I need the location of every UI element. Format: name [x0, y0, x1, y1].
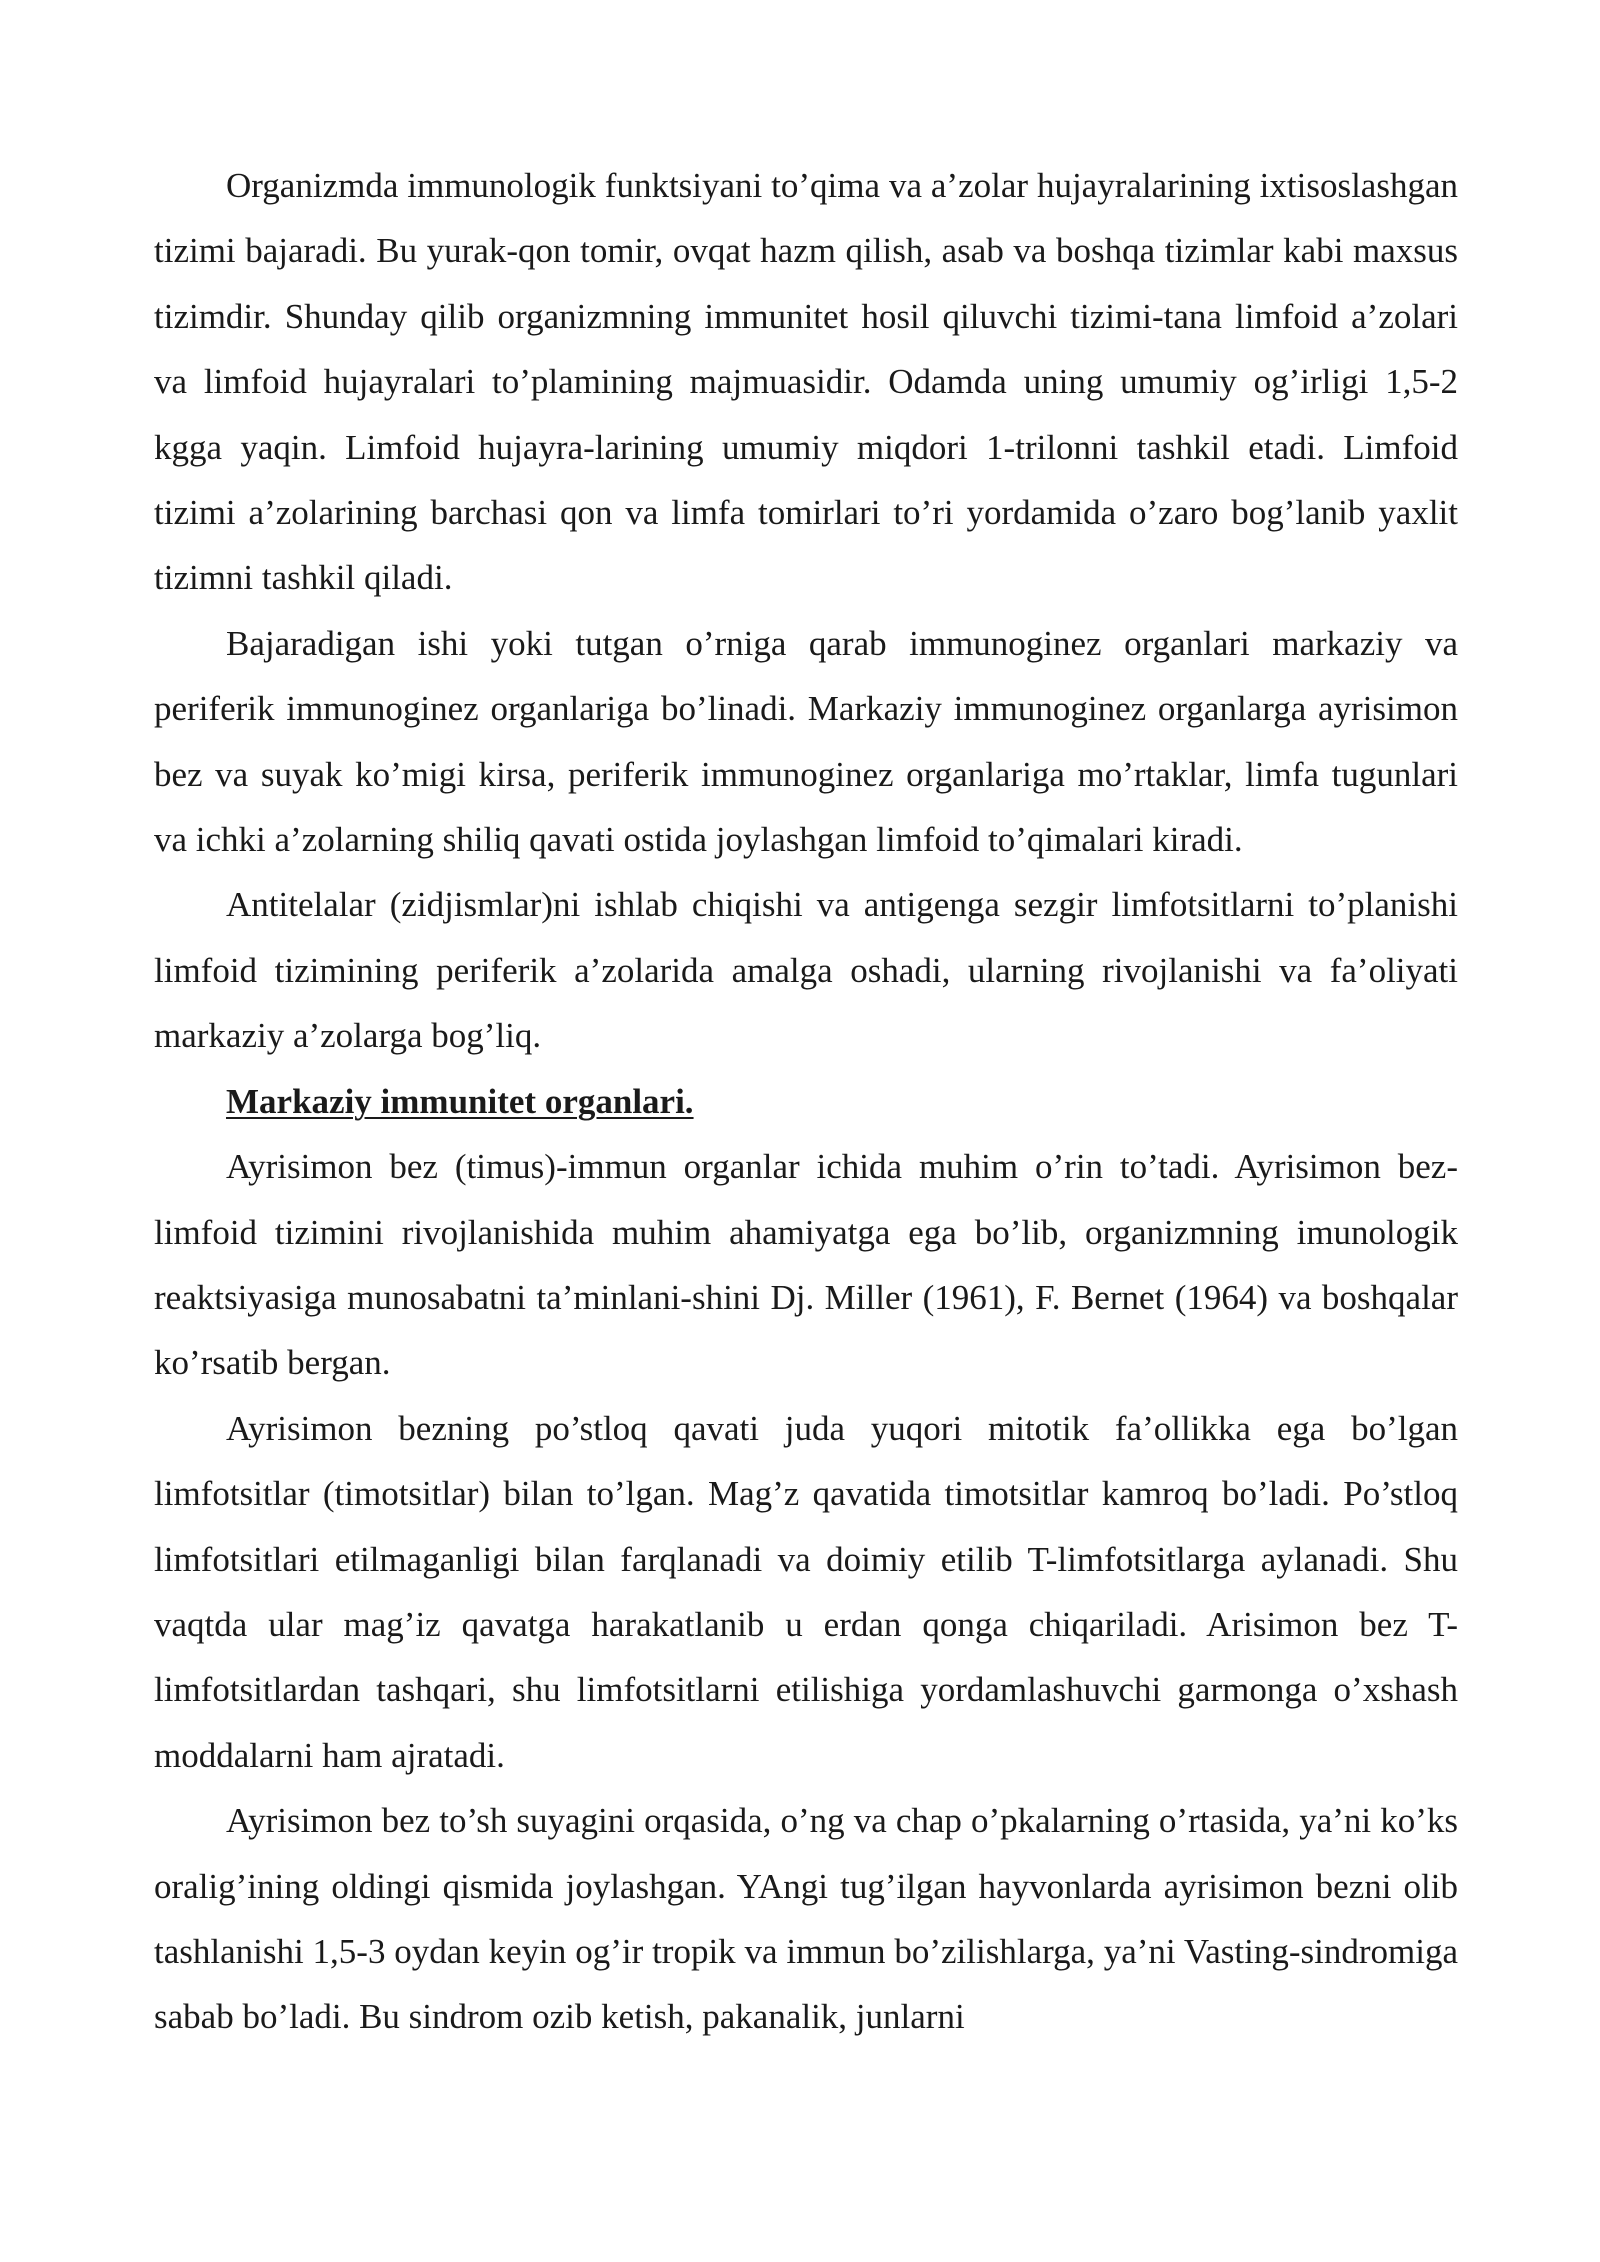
paragraph-immunogenesis-organs: Bajaradigan ishi yoki tutgan o’rniga qarab immunoginez organlari markaziy va periferik immunoginez organlariga bo’linadi. Markaziy immunoginez organlarga ayrisimon bez va suyak ko’migi kirsa, periferik immunoginez organlariga mo’rtaklar, limfa tugunlari va ichki a’zolarning shiliq qavati ostida joylashgan limfoid to’qimalari kiradi.: [154, 623, 1458, 860]
paragraph-antibodies: Antitelalar (zidjismlar)ni ishlab chiqishi va antigenga sezgir limfotsitlarni to’planishi limfoid tizimining periferik a’zolarida amalga oshadi, ularning rivojlanishi va fa’oliyati markaziy a’zolarga bog’liq.: [154, 885, 1458, 1056]
section-heading: [154, 1069, 1458, 1134]
paragraph-thymus-location: Ayrisimon bez to’sh suyagini orqasida, o’ng va chap o’pkalarning o’rtasida, ya’ni ko’ks oralig’ining oldingi qismida joylashgan. YAngi tug’ilgan hayvonlarda ayrisimon bezni olib tashlanishi 1,5-3 oydan keyin og’ir tropik va immun bo’zilishlarga, ya’ni Vasting-sindromiga sabab bo’ladi. Bu sindrom ozib ketish, pakanalik, junlarni: [154, 1801, 1458, 2037]
paragraph-thymus-role: Ayrisimon bez (timus)-immun organlar ichida muhim o’rin to’tadi. Ayrisimon bez- limfoid tizimini rivojlanishida muhim ahamiyatga ega bo’lib, organizmning imunologik reaktsiyasiga munosabatni ta’minlani-shini Dj. Miller (1961), F. Bernet (1964) va boshqalar ko’rsatib bergan.: [154, 1147, 1458, 1383]
document-page: [154, 153, 1458, 2050]
paragraph-immune-system-intro: Organizmda immunologik funktsiyani to’qima va a’zolar hujayralarining ixtisoslashgan tizimi bajaradi. Bu yurak-qon tomir, ovqat hazm qilish, asab va boshqa tizimlar kabi maxsus tizimdir. Shunday qilib organizmning immunitet hosil qiluvchi tizimi-tana limfoid a’zolari va limfoid hujayralari to’plamining majmuasidir. Odamda uning umumiy og’irligi 1,5-2 kgga yaqin. Limfoid hujayra-larining umumiy miqdori 1-trilonni tashkil etadi. Limfoid tizimi a’zolarining barchasi qon va limfa tomirlari to’ri yordamida o’zaro bog’lanib yaxlit tizimni tashkil qiladi.: [154, 166, 1458, 598]
paragraph-thymus-cortex: Ayrisimon bezning po’stloq qavati juda yuqori mitotik fa’ollikka ega bo’lgan limfotsitlar (timotsitlar) bilan to’lgan. Mag’z qavatida timotsitlar kamroq bo’ladi. Po’stloq limfotsitlari etilmaganligi bilan farqlanadi va doimiy etilib T-limfotsitlarga aylanadi. Shu vaqtda ular mag’iz qavatga harakatlanib u erdan qonga chiqariladi. Arisimon bez T-limfotsitlardan tashqari, shu limfotsitlarni etilishiga yordamlashuvchi garmonga o’xshash moddalarni ham ajratadi.: [154, 1408, 1458, 1775]
section-heading-text: Markaziy immunitet organlari.: [226, 1081, 694, 1121]
